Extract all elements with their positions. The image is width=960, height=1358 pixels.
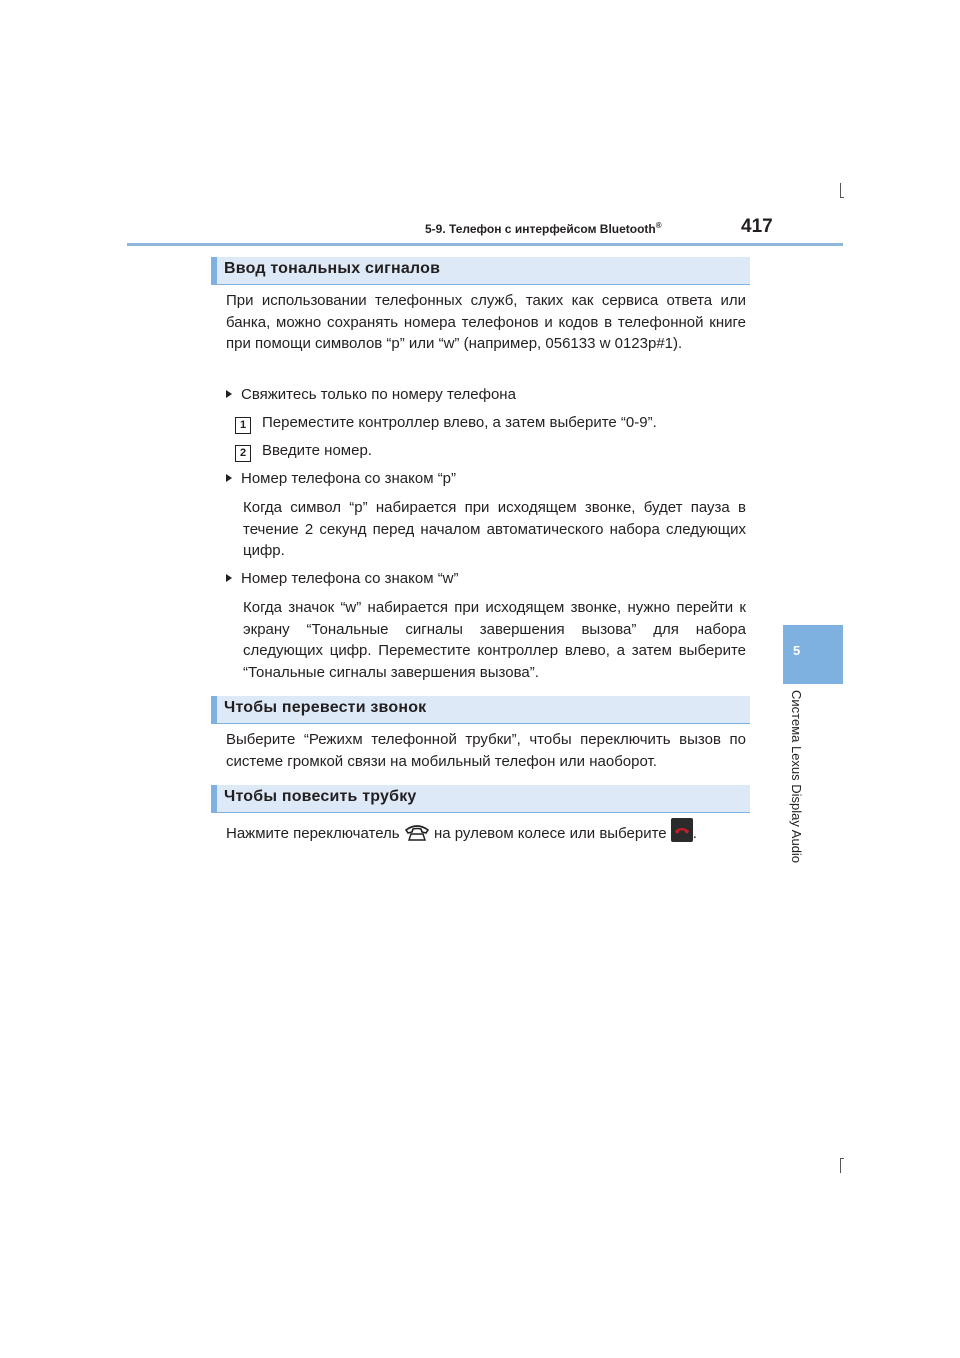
red-hangup-button-icon [671, 818, 693, 842]
chapter-number: 5 [793, 643, 801, 658]
step-number-2: 2 [235, 445, 251, 462]
triangle-bullet-icon [226, 390, 232, 398]
p-sign-text: Когда символ “p” набирается при исходящем звонке, будет пауза в течение 2 секунд перед началом автоматического набора следующих цифр. [243, 499, 746, 560]
heading-tone-input: Ввод тональных сигналов [211, 257, 750, 285]
page-number: 417 [741, 216, 773, 237]
hangup-text: Нажмите переключатель на рулевом колесе или выберите . [226, 818, 756, 845]
crop-mark-top-tick [840, 197, 844, 198]
heading-transfer-call: Чтобы перевести звонок [211, 696, 750, 724]
triangle-bullet-icon [226, 474, 232, 482]
crop-mark-bottom [840, 1158, 841, 1173]
w-sign-text: Когда значок “w” набирается при исходящем звонке, нужно перейти к экрану “Тональные сигналы завершения вызова” для набора следующих цифр. Переместите контроллер влево, а затем выберите “Тональные сигналы завершения вызова”. [243, 599, 746, 681]
step-number-1: 1 [235, 417, 251, 434]
bullet-number-only: Свяжитесь только по номеру телефона [226, 384, 516, 405]
step-2: 2 Введите номер. [235, 440, 372, 462]
header-rule [127, 243, 843, 246]
phone-off-hook-icon [404, 824, 430, 842]
step-1: 1 Переместите контроллер влево, а затем выберите “0-9”. [235, 412, 657, 434]
bullet-p-sign: Номер телефона со знаком “p” [226, 468, 456, 489]
crop-mark-bottom-tick [840, 1158, 844, 1159]
transfer-text: Выберите “Режихм телефонной трубки”, чтобы переключить вызов по системе громкой связи на мобильный телефон или наоборот. [226, 731, 746, 770]
chapter-label: Система Lexus Display Audio [789, 690, 804, 864]
section-title: 5-9. Телефон с интерфейсом Bluetooth® [425, 221, 662, 236]
bullet-w-sign: Номер телефона со знаком “w” [226, 568, 459, 589]
chapter-tab [783, 625, 843, 684]
triangle-bullet-icon [226, 574, 232, 582]
heading-hang-up: Чтобы повесить трубку [211, 785, 750, 813]
tone-intro: При использовании телефонных служб, таких как сервиса ответа или банка, можно сохранять номера телефонов и кодов в телефонной книге при помощи символов “p” или “w” (например, 056133 w 0123p#1). [226, 292, 746, 353]
crop-mark-top [840, 183, 841, 198]
